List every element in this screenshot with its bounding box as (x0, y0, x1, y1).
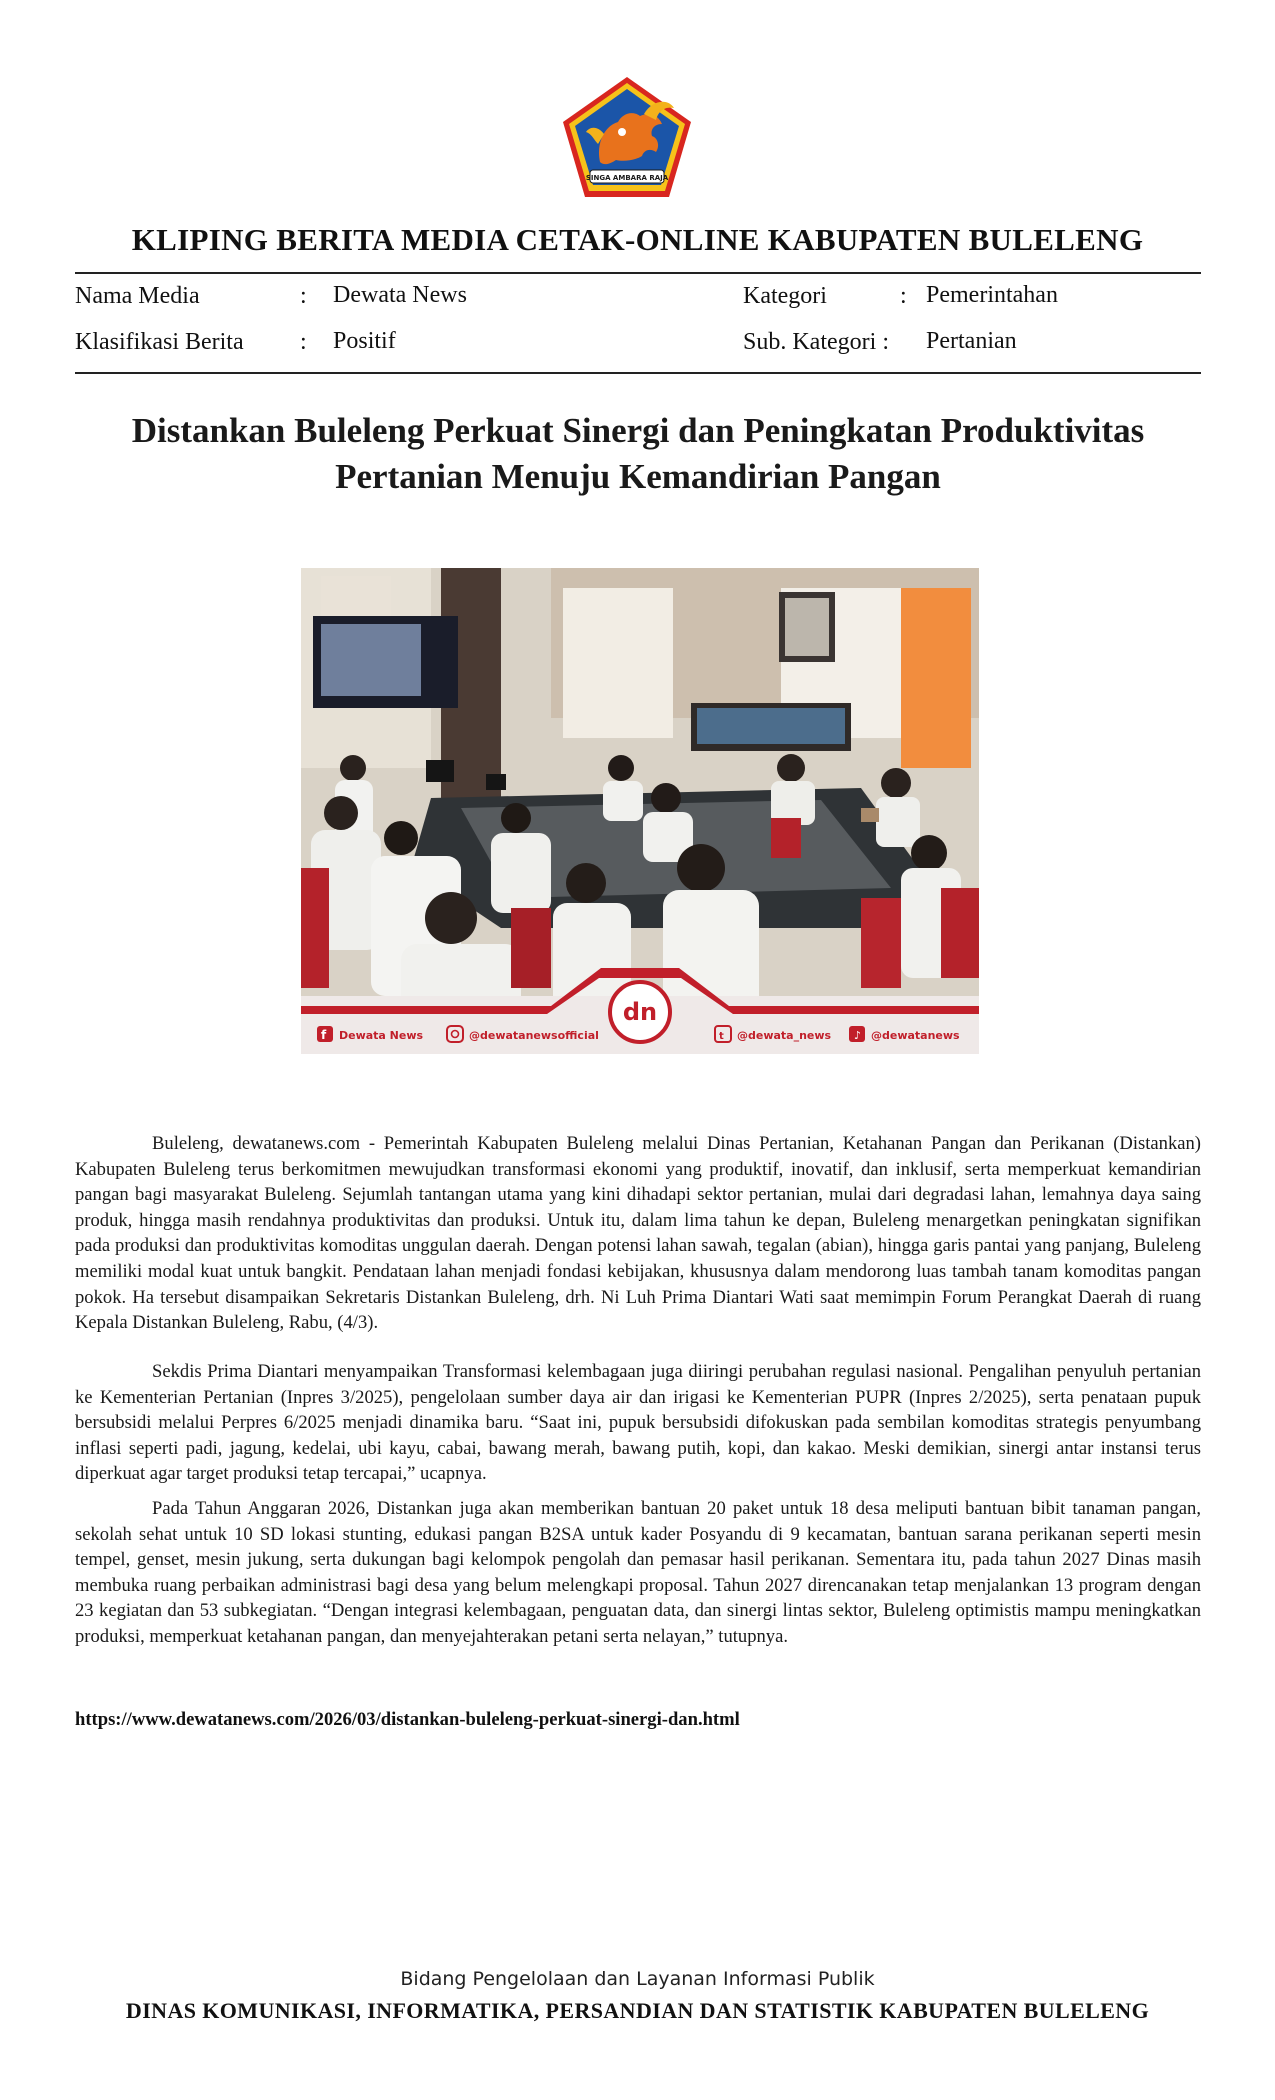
divider-bottom (75, 372, 1201, 374)
klasifikasi-colon: : (300, 329, 307, 355)
article-body-3 (75, 1496, 1201, 1650)
article-body-2 (75, 1359, 1201, 1487)
document-title: KLIPING BERITA MEDIA CETAK-ONLINE KABUPATEN BULELENG (131, 222, 1144, 257)
headline-line-1: Distankan Buleleng Perkuat Sinergi dan Peningkatan Produktivitas (131, 411, 1145, 450)
footer-agency: DINAS KOMUNIKASI, INFORMATIKA, PERSANDIAN DAN STATISTIK KABUPATEN BULELENG (125, 1998, 1150, 2023)
article-body-1 (75, 1131, 1201, 1336)
paragraph-2: Sekdis Prima Diantari menyampaikan Transformasi kelembagaan juga diiringi perubahan regulasi nasional. Pengalihan penyuluh pertanian ke Kementerian Pertanian (Inpres 3/2025), pengelolaan sumber daya air dan irigasi ke Kementerian PUPR (Inpres 2/2025), serta penataan pupuk bersubsidi melalui Perpres 6/2025 menjadi dinamika baru. “Saat ini, pupuk bersubsidi difokuskan pada sembilan komoditas strategis penyumbang inflasi seperti padi, jagung, kedelai, ubi kayu, cabai, bawang merah, bawang putih, kopi, dan kakao. Meski demikian, sinergi antar instansi terus diperkuat agar target produksi tetap tercapai,” ucapnya. (75, 1361, 1201, 1485)
meeting-room-photo (301, 568, 979, 1054)
instagram-handle: @dewatanewsofficial (469, 1029, 599, 1042)
subkategori-value: Pertanian (926, 328, 1017, 354)
divider-top (75, 272, 1201, 274)
klasifikasi-value: Positif (333, 328, 396, 354)
emblem-motto: SINGA AMBARA RAJA (585, 174, 669, 182)
klasifikasi-label: Klasifikasi Berita (75, 329, 244, 355)
svg-text:f: f (321, 1028, 327, 1042)
dewata-news-logo: dn (622, 998, 658, 1026)
kategori-label: Kategori (743, 283, 827, 309)
twitter-handle: @dewata_news (737, 1029, 832, 1042)
svg-text:t: t (719, 1031, 724, 1042)
media-label: Nama Media (75, 283, 200, 309)
kategori-value: Pemerintahan (926, 282, 1058, 308)
facebook-handle: Dewata News (339, 1029, 424, 1042)
paragraph-1: Buleleng, dewatanews.com - Pemerintah Kabupaten Buleleng melalui Dinas Pertanian, Ketahanan Pangan dan Perikanan (Distankan) Kabupaten Buleleng terus berkomitmen mewujudkan transformasi ekonomi yang produktif, inovatif, dan inklusif, serta memperkuat kemandirian pangan bagi masyarakat Buleleng. Sejumlah tantangan utama yang kini dihadapi sektor pertanian, mulai dari degradasi lahan, lemahnya daya saing produk, hingga masih rendahnya produktivitas dan produksi. Untuk itu, dalam lima tahun ke depan, Buleleng menargetkan peningkatan signifikan pada produksi dan produktivitas komoditas unggulan daerah. Dengan potensi lahan sawah, tegalan (abian), hingga garis pantai yang panjang, Buleleng memiliki modal kuat untuk bangkit. Pendataan lahan menjadi fondasi kebijakan, khususnya dalam mendorong luas tambah tanam komoditas pangan pokok. Ha tersebut disampaikan Sekretaris Distankan Buleleng, drh. Ni Luh Prima Diantari Wati saat memimpin Forum Perangkat Daerah di ruang Kepala Distankan Buleleng, Rabu, (4/3). (75, 1133, 1201, 1334)
source-link[interactable]: https://www.dewatanews.com/2026/03/distankan-buleleng-perkuat-sinergi-dan.html (75, 1709, 740, 1730)
footer-division: Bidang Pengelolaan dan Layanan Informasi Publik (400, 1968, 875, 1990)
subkategori-label: Sub. Kategori : (743, 329, 889, 355)
media-value: Dewata News (333, 282, 467, 308)
headline-line-2: Pertanian Menuju Kemandirian Pangan (335, 457, 941, 496)
article-photo (301, 568, 979, 1054)
media-colon: : (300, 283, 307, 309)
paragraph-3: Pada Tahun Anggaran 2026, Distankan juga akan memberikan bantuan 20 paket untuk 18 desa meliputi bantuan bibit tanaman pangan, sekolah sehat untuk 10 SD lokasi stunting, edukasi pangan B2SA untuk kader Posyandu di 9 kecamatan, bantuan sarana perikanan seperti mesin tempel, genset, mesin jukung, serta dukungan bagi kelompok pengolah dan pemasar hasil perikanan. Sementara itu, pada tahun 2027 Dinas masih membuka ruang perbaikan administrasi bagi desa yang belum melengkapi proposal. Tahun 2027 direncanakan tetap menjalankan 13 program dengan 23 kegiatan dan 53 subkegiatan. “Dengan integrasi kelembagaan, penguatan data, dan sinergi lintas sektor, Buleleng optimistis mampu meningkatkan produksi, memperkuat ketahanan pangan, dan menyejahterakan petani serta nelayan,” tutupnya. (75, 1498, 1201, 1647)
svg-text:♪: ♪ (854, 1029, 862, 1042)
buleleng-emblem (560, 74, 694, 200)
article-headline (75, 408, 1201, 500)
kategori-colon: : (900, 283, 907, 309)
tiktok-handle: @dewatanews (871, 1029, 960, 1042)
